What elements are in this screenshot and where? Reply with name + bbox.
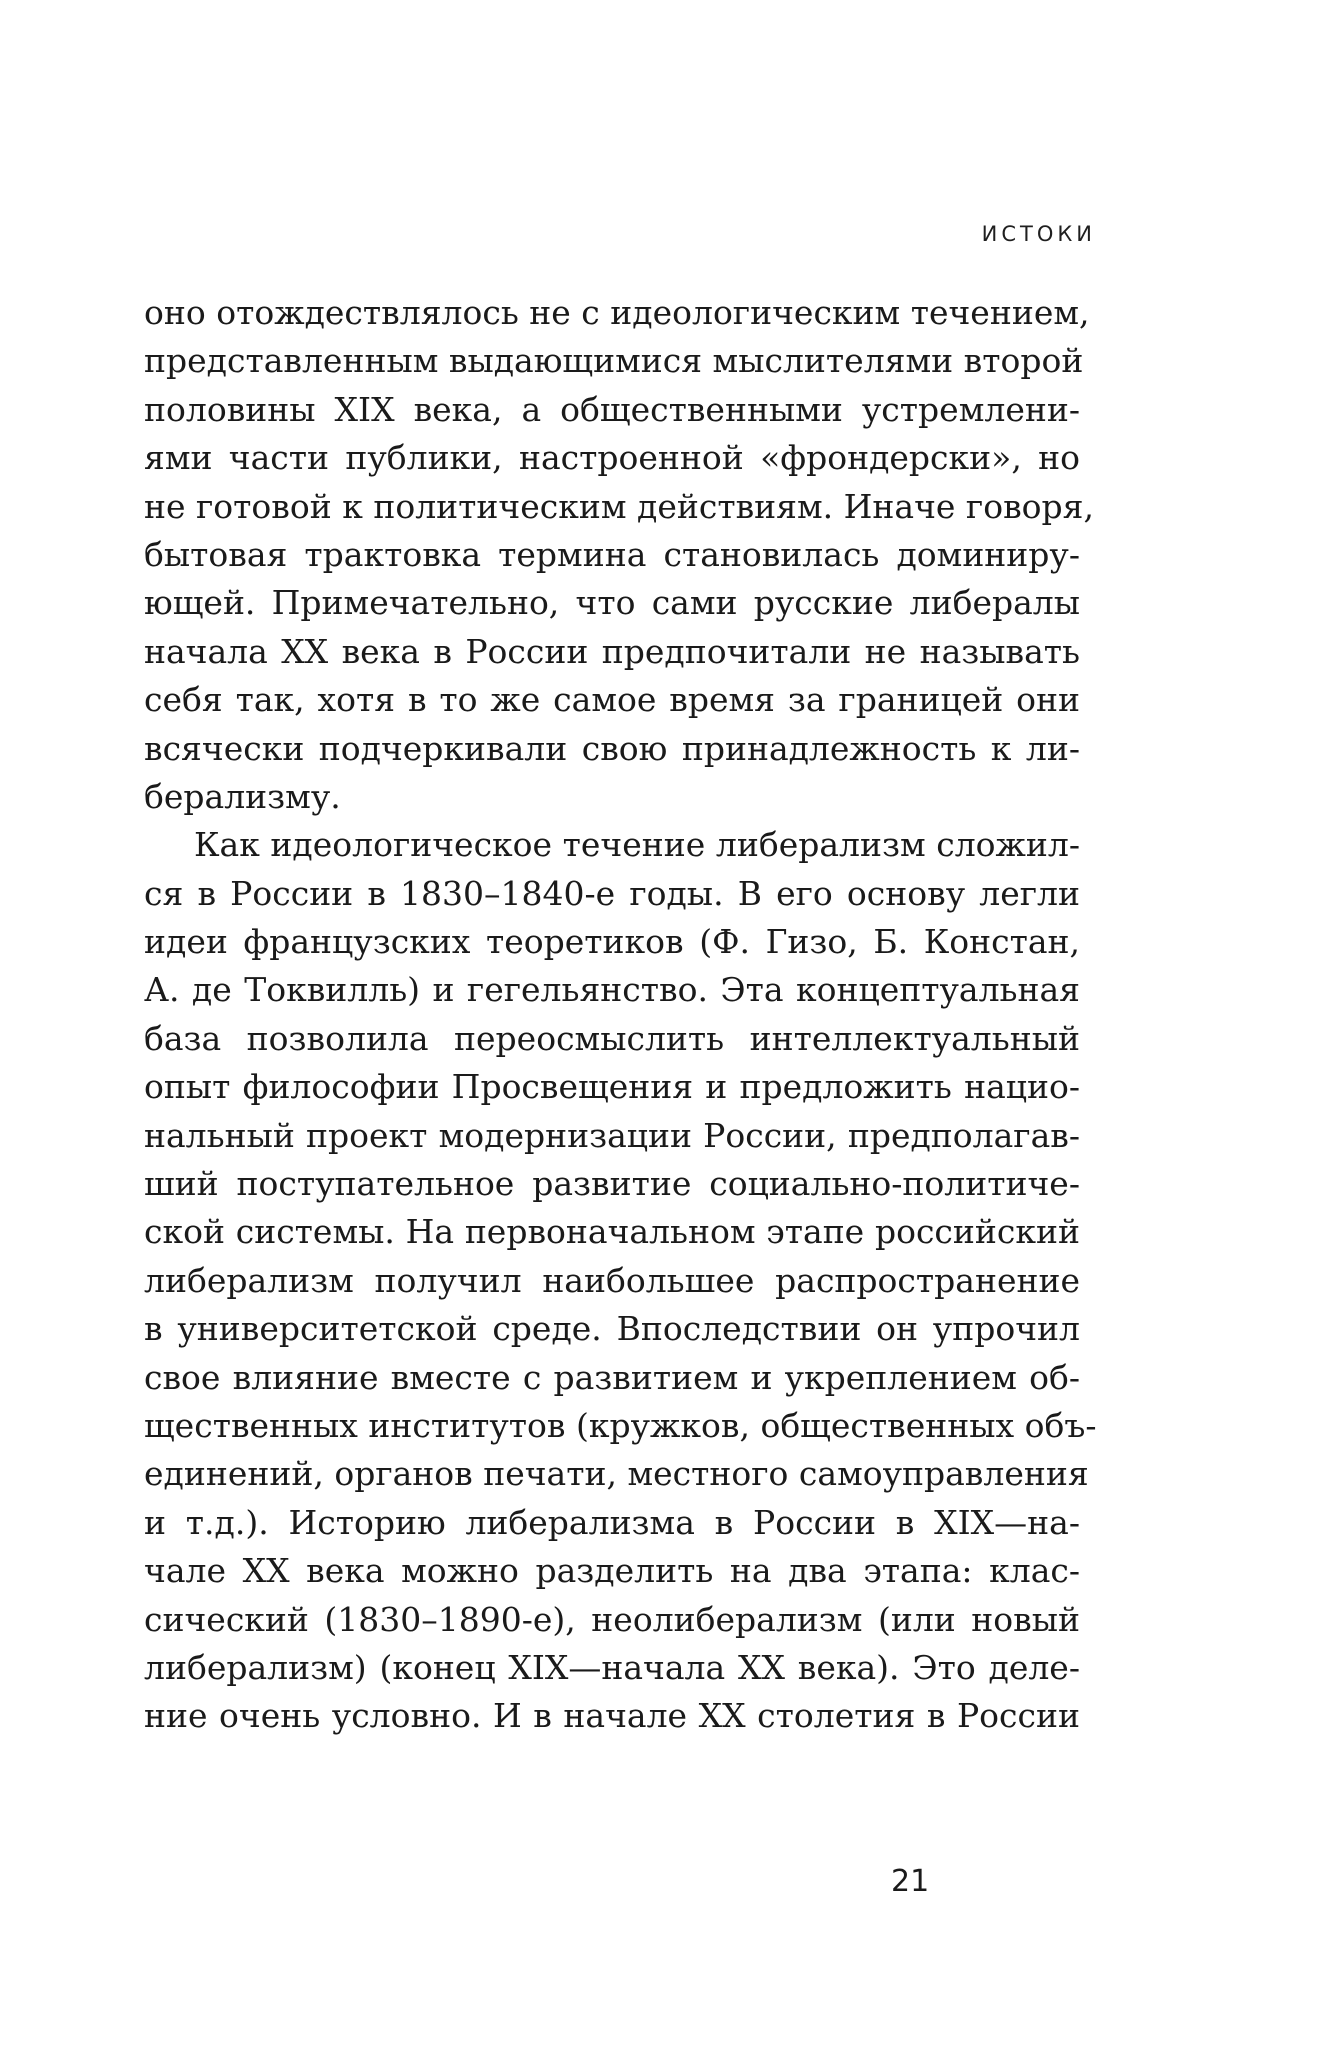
text-line: оно отождествлялось не с идеологическим течением, bbox=[144, 293, 1090, 332]
text-line: ся в России в 1830–1840-е годы. В его основу легли bbox=[144, 873, 1080, 913]
text-line: Как идеологическое течение либерализм сложил- bbox=[194, 825, 1080, 865]
text-line: себя так, хотя в то же самое время за границей они bbox=[144, 680, 1080, 720]
text-line: половины XIX века, а общественными устремлени- bbox=[144, 389, 1080, 429]
text-line: бытовая трактовка термина становилась доминиру- bbox=[144, 534, 1080, 574]
text-line: ющей. Примечательно, что сами русские либералы bbox=[144, 583, 1080, 623]
text-line: начала XX века в России предпочитали не называть bbox=[144, 631, 1080, 671]
text-line: опыт философии Просвещения и предложить нацио- bbox=[144, 1067, 1080, 1107]
text-line: либерализм получил наибольшее распространение bbox=[144, 1260, 1080, 1300]
text-line: не готовой к политическим действиям. Иначе говоря, bbox=[144, 486, 1094, 526]
text-line: щественных институтов (кружков, общественных объ- bbox=[144, 1405, 1097, 1445]
text-line: в университетской среде. Впоследствии он упрочил bbox=[144, 1309, 1080, 1349]
page-number: 21 bbox=[891, 1864, 930, 1899]
text-line: идеи французских теоретиков (Ф. Гизо, Б. Констан, bbox=[144, 922, 1080, 962]
text-line: чале XX века можно разделить на два этапа: клас- bbox=[144, 1551, 1080, 1591]
body-text bbox=[144, 289, 1097, 1741]
text-line: и т.д.). Историю либерализма в России в XIX—на- bbox=[144, 1502, 1080, 1542]
text-line: ской системы. На первоначальном этапе российский bbox=[144, 1212, 1080, 1252]
text-line: сический (1830–1890-е), неолиберализм (или новый bbox=[144, 1599, 1080, 1639]
text-line: база позволила переосмыслить интеллектуальный bbox=[144, 1018, 1080, 1058]
text-line: всячески подчеркивали свою принадлежность к ли- bbox=[144, 728, 1080, 768]
text-line: берализму. bbox=[144, 776, 341, 816]
text-line: А. де Токвилль) и гегельянство. Эта концептуальная bbox=[144, 970, 1080, 1010]
paragraph-2 bbox=[144, 821, 1097, 1740]
text-line: единений, органов печати, местного самоуправления bbox=[144, 1454, 1089, 1494]
text-line: ями части публики, настроенной «фрондерски», но bbox=[144, 438, 1080, 478]
text-line: представленным выдающимися мыслителями второй bbox=[144, 341, 1084, 381]
text-line: либерализм) (конец XIX—начала XX века). Это деле- bbox=[144, 1647, 1080, 1687]
paragraph-1 bbox=[144, 289, 1094, 821]
running-head: ИСТОКИ bbox=[981, 222, 1096, 246]
text-line: нальный проект модернизации России, предполагав- bbox=[144, 1115, 1080, 1155]
text-line: ший поступательное развитие социально-политиче- bbox=[144, 1164, 1080, 1204]
text-line: ние очень условно. И в начале XX столетия в России bbox=[144, 1696, 1080, 1736]
text-line: свое влияние вместе с развитием и укреплением об- bbox=[144, 1357, 1080, 1397]
